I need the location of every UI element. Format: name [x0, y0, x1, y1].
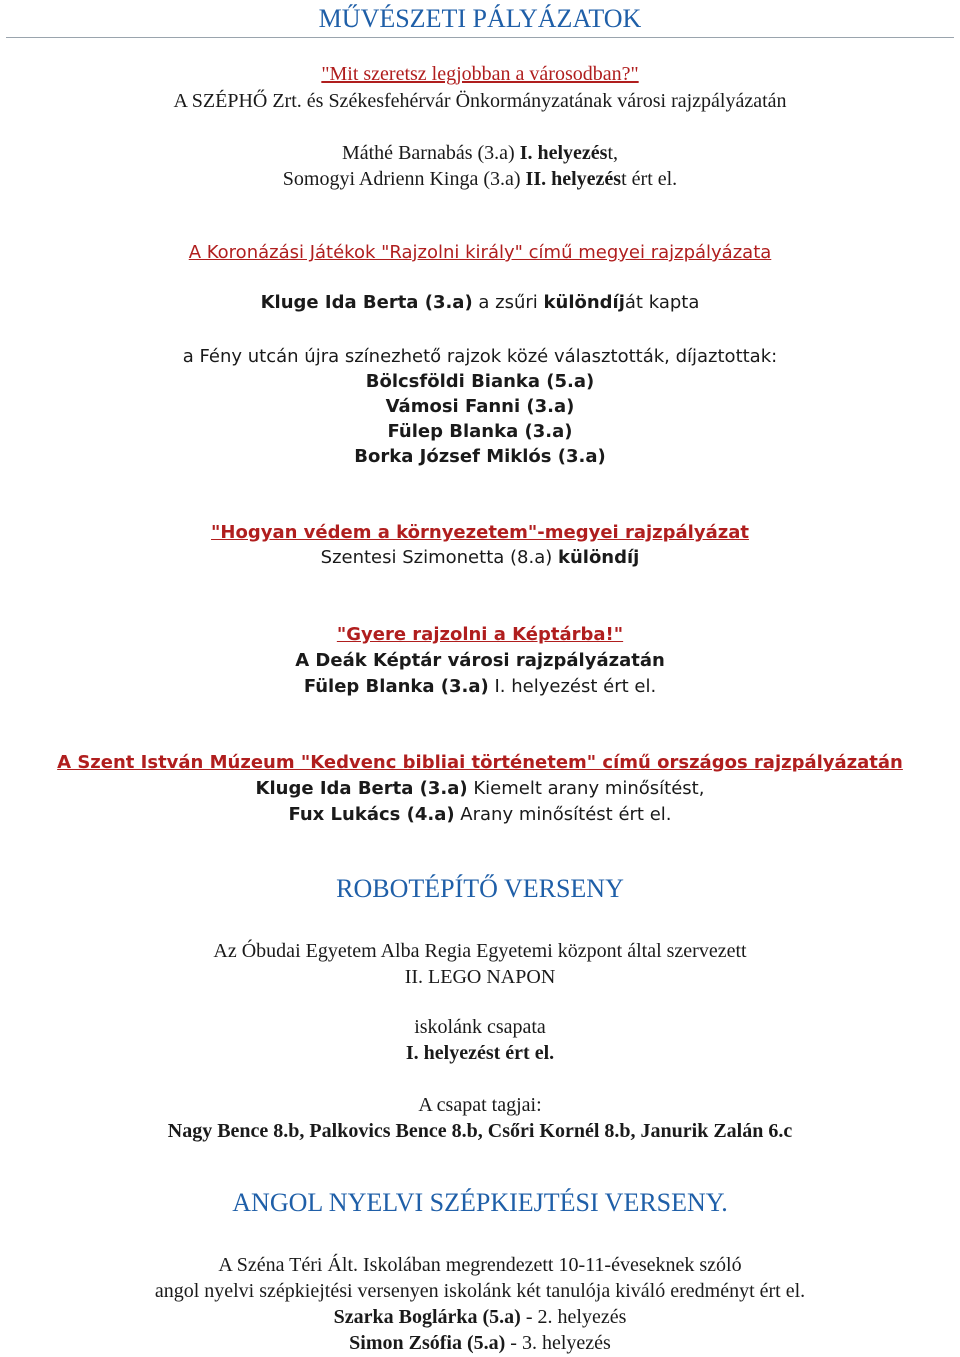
section-header-art	[0, 2, 960, 40]
result-line	[0, 1330, 960, 1356]
contest-title-drawing-king: A Koronázási Játékok "Rajzolni király" című megyei rajzpályázata	[188, 242, 772, 263]
result-line	[0, 140, 960, 166]
result-text: - 3. helyezés	[505, 1332, 611, 1354]
robot-team: iskolánk csapata	[414, 1016, 546, 1038]
result-text: át kapta	[624, 292, 700, 313]
result-line	[0, 166, 960, 192]
winners-intro: a Fény utcán újra színezhető rajzok közé választották, díjaztottak:	[182, 346, 778, 367]
result-line	[0, 545, 960, 571]
student-name: Fülep Blanka (3.a)	[303, 676, 489, 697]
award: különdíj	[543, 292, 625, 313]
result-line	[0, 674, 960, 700]
student-name: Kluge Ida Berta (3.a)	[255, 778, 468, 799]
section-title-english: ANGOL NYELVI SZÉPKIEJTÉSI VERSENY.	[232, 1188, 728, 1217]
winner-name: Vámosi Fanni (3.a)	[385, 396, 575, 417]
result-line	[0, 1304, 960, 1330]
placement: II. helyezés	[525, 168, 622, 190]
result-text: Kiemelt arany minősítést,	[467, 778, 705, 799]
student-name: Simon Zsófia (5.a)	[349, 1332, 506, 1354]
robot-organizer: Az Óbudai Egyetem Alba Regia Egyetemi központ által szervezett	[213, 940, 747, 962]
robot-event: II. LEGO NAPON	[404, 966, 556, 988]
contest-title-museum: A Szent István Múzeum "Kedvenc bibliai történetem" című országos rajzpályázatán	[57, 752, 903, 773]
result-text: a zsűri	[472, 292, 544, 313]
student-name: Fux Lukács (4.a)	[288, 804, 455, 825]
robot-result: I. helyezést ért el.	[405, 1042, 555, 1064]
award: különdíj	[557, 547, 640, 568]
robot-members-label: A csapat tagjai:	[418, 1094, 542, 1116]
winner-name: Fülep Blanka (3.a)	[387, 421, 573, 442]
result-suffix: t ért el.	[621, 168, 678, 190]
result-text: - 2. helyezés	[520, 1306, 627, 1328]
section-title-art: MŰVÉSZETI PÁLYÁZATOK	[318, 4, 642, 33]
contest-title-favorite-city: "Mit szeretsz legjobban a városodban?"	[321, 63, 639, 85]
winner-name: Bölcsföldi Bianka (5.a)	[365, 371, 595, 392]
student-name: Máthé Barnabás (3.a)	[341, 142, 515, 164]
english-summary: angol nyelvi szépkiejtési versenyen iskolánk két tanulója kiváló eredményt ért el.	[154, 1280, 806, 1302]
english-venue: A Széna Téri Ált. Iskolában megrendezett 10-11-éveseknek szóló	[218, 1254, 742, 1276]
title-divider	[6, 37, 954, 38]
contest-subtitle-favorite-city: A SZÉPHŐ Zrt. és Székesfehérvár Önkormányzatának városi rajzpályázatán	[173, 90, 787, 112]
placement: I. helyezés	[519, 142, 608, 164]
student-name: Szentesi Szimonetta (8.a)	[320, 547, 553, 568]
contest-title-environment: "Hogyan védem a környezetem"-megyei rajzpályázat	[211, 522, 749, 543]
robot-members: Nagy Bence 8.b, Palkovics Bence 8.b, Csőri Kornél 8.b, Janurik Zalán 6.c	[167, 1120, 793, 1142]
result-line	[0, 802, 960, 828]
winner-name: Borka József Miklós (3.a)	[354, 446, 606, 467]
result-line	[0, 290, 960, 316]
result-suffix: t,	[607, 142, 619, 164]
contest-title-gallery: "Gyere rajzolni a Képtárba!"	[336, 624, 624, 645]
student-name: Szarka Boglárka (5.a)	[333, 1306, 521, 1328]
section-title-robot: ROBOTÉPÍTŐ VERSENY	[336, 874, 624, 903]
result-text: Arany minősítést ért el.	[454, 804, 672, 825]
contest-subtitle-gallery: A Deák Képtár városi rajzpályázatán	[295, 650, 665, 671]
result-line	[0, 776, 960, 802]
student-name: Somogyi Adrienn Kinga (3.a)	[282, 168, 521, 190]
student-name: Kluge Ida Berta (3.a)	[260, 292, 473, 313]
result-text: I. helyezést ért el.	[488, 676, 657, 697]
